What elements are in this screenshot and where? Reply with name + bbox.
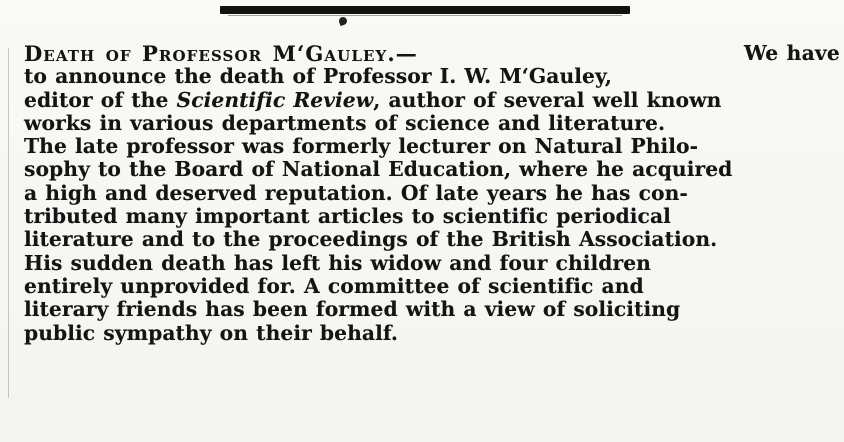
article-line-2 <box>24 89 840 112</box>
article-line-12: public sympathy on their behalf. <box>24 320 399 345</box>
article-line-3: works in various departments of science and literature. <box>24 110 666 135</box>
article-line-1: to announce the death of Professor I. W. M‘Gauley, <box>24 64 612 89</box>
headline-line <box>24 42 840 65</box>
article-line-2-prefix: editor of the <box>24 87 177 112</box>
article-line-7: tributed many important articles to scientific periodical <box>24 204 671 229</box>
article-line-6: a high and deserved reputation. Of late years he has con- <box>24 180 688 205</box>
headline: Death of Professor M‘Gauley.— <box>24 41 418 66</box>
journal-name: Scientific Review <box>176 87 374 112</box>
article-line-5: sophy to the Board of National Education, where he acquired <box>24 157 733 182</box>
top-rule <box>220 6 630 14</box>
article-line-11: literary friends has been formed with a view of soliciting <box>24 297 681 322</box>
article-body <box>24 42 840 345</box>
article-line-10: entirely unprovided for. A committee of scientific and <box>24 273 644 298</box>
lead-words: We have <box>743 41 840 65</box>
left-column-rule <box>8 48 9 398</box>
article-line-2-suffix: , author of several well known <box>373 87 722 112</box>
article-line-4: The late professor was formerly lecturer on Natural Philo- <box>24 134 699 159</box>
ink-mark <box>338 16 348 26</box>
article-line-9: His sudden death has left his widow and four children <box>24 250 651 275</box>
article-line-8: literature and to the proceedings of the British Association. <box>24 227 718 252</box>
